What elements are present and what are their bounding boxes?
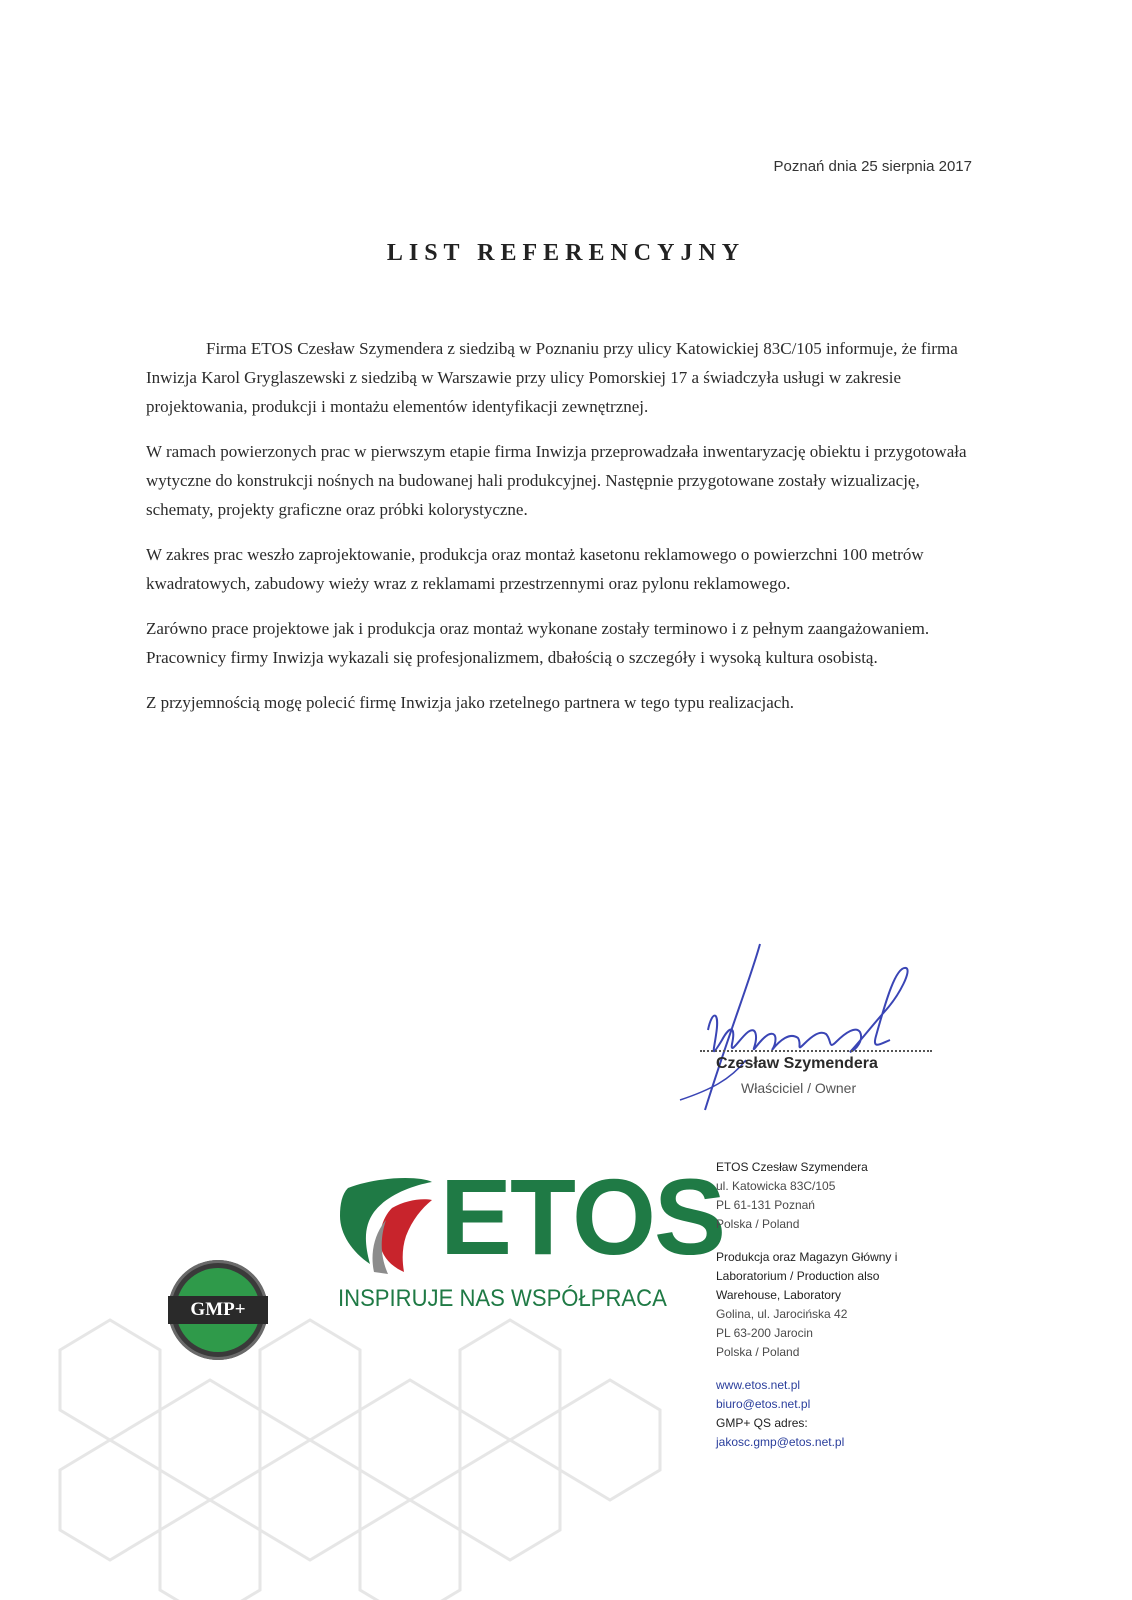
gmp-badge-label: GMP+	[168, 1296, 268, 1324]
production-country: Polska / Poland	[716, 1345, 800, 1359]
signer-role: Właściciel / Owner	[741, 1080, 857, 1096]
production-line-1: Produkcja oraz Magazyn Główny i	[716, 1250, 898, 1264]
letter-title: LIST REFERENCYJNY	[386, 240, 746, 266]
production-line-2: Laboratorium / Production also	[716, 1269, 880, 1283]
signer-name: Czesław Szymendera	[716, 1055, 878, 1072]
production-line-3: Warehouse, Laboratory	[716, 1288, 841, 1302]
gmp-address-label: GMP+ QS adres:	[716, 1416, 808, 1430]
etos-wordmark: ETOS	[440, 1156, 725, 1277]
paragraph-4: Zarówno prace projektowe jak i produkcja oraz montaż wykonane zostały terminowo i z pełnym zaangażowaniem. Pracownicy firmy Inwizja wykazali się profesjonalizmem, dbałością o szczegóły i wysoką kultura osobistą.	[146, 619, 930, 667]
gmp-email-link[interactable]: jakosc.gmp@etos.net.pl	[716, 1435, 845, 1449]
online-contacts	[716, 1376, 936, 1452]
email-link[interactable]: biuro@etos.net.pl	[716, 1397, 811, 1411]
paragraph-5: Z przyjemnością mogę polecić firmę Inwizja jako rzetelnego partnera w tego typu realizacjach.	[146, 693, 795, 712]
letter-date: Poznań dnia 25 sierpnia 2017	[773, 158, 972, 175]
company-city: PL 61-131 Poznań	[716, 1198, 815, 1212]
letter-body	[146, 334, 972, 733]
production-address	[716, 1248, 936, 1362]
company-street: ul. Katowicka 83C/105	[716, 1179, 836, 1193]
production-street: Golina, ul. Jarocińska 42	[716, 1307, 848, 1321]
signature-dotted-line	[700, 1050, 932, 1052]
gmp-badge	[168, 1260, 268, 1360]
etos-slogan: INSPIRUJE NAS WSPÓŁPRACA	[338, 1285, 667, 1312]
company-contact-block	[716, 1158, 936, 1466]
company-country: Polska / Poland	[716, 1217, 800, 1231]
paragraph-3: W zakres prac weszło zaprojektowanie, produkcja oraz montaż kasetonu reklamowego o powierzchni 100 metrów kwadratowych, zabudowy wieży wraz z reklamami przestrzennymi oraz pylonu reklamowego.	[146, 545, 924, 593]
website-link[interactable]: www.etos.net.pl	[716, 1378, 801, 1392]
etos-logo-mark-icon	[330, 1168, 440, 1278]
company-name: ETOS Czesław Szymendera	[716, 1160, 868, 1174]
paragraph-2: W ramach powierzonych prac w pierwszym etapie firma Inwizja przeprowadzała inwentaryzację obiektu i przygotowała wytyczne do konstrukcji nośnych na budowanej hali produkcyjnej. Następnie przygotowane zostały wizualizację, schematy, projekty graficzne oraz próbki kolorystyczne.	[146, 442, 967, 519]
paragraph-1: Firma ETOS Czesław Szymendera z siedzibą w Poznaniu przy ulicy Katowickiej 83C/105 informuje, że firma Inwizja Karol Gryglaszewski z siedzibą w Warszawie przy ulicy Pomorskiej 17 a świadczyła usługi w zakresie projektowania, produkcji i montażu elementów identyfikacji zewnętrznej.	[146, 339, 958, 416]
production-city: PL 63-200 Jarocin	[716, 1326, 813, 1340]
company-address	[716, 1158, 936, 1234]
